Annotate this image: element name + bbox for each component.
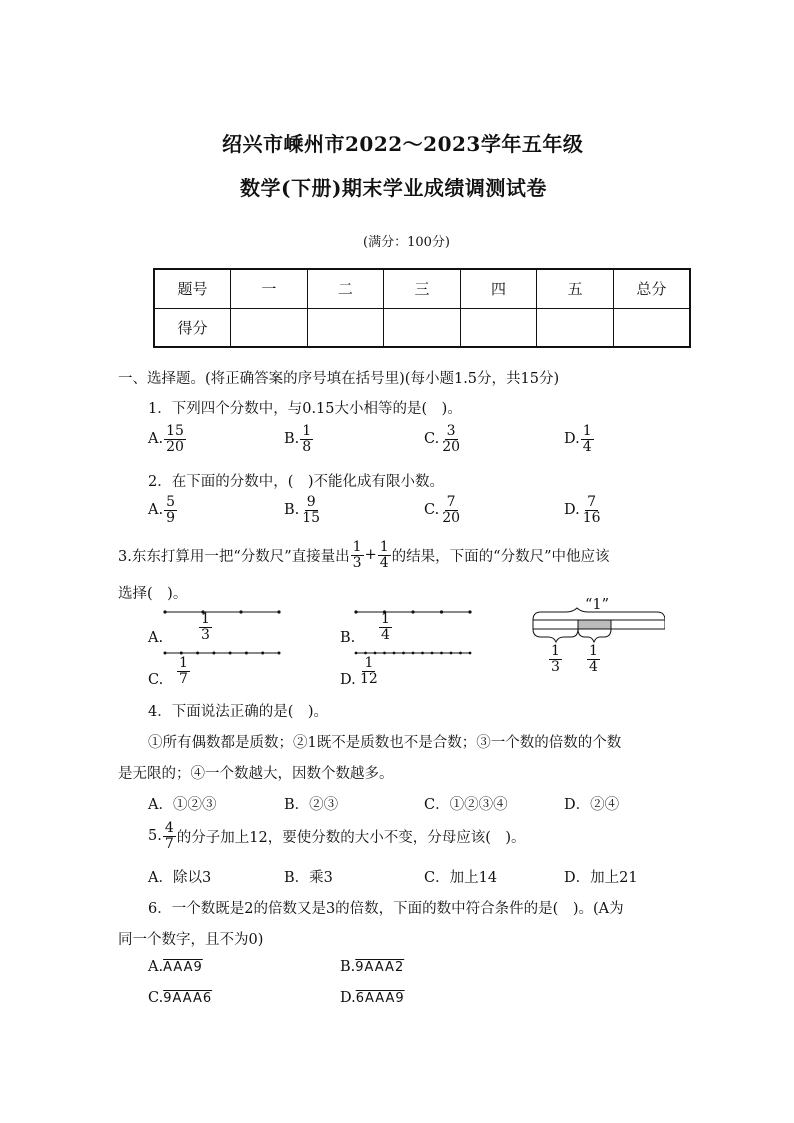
page-title-line1: 绍兴市嵊州市2022～2023学年五年级 [222, 132, 584, 156]
option-label: A. [148, 431, 164, 448]
question-number: 5. [148, 828, 162, 845]
q5-stem-text: 的分子加上12，要使分数的大小不变，分母应该( )。 [176, 829, 526, 846]
fraction [440, 495, 462, 525]
score-table [153, 268, 691, 348]
overlined-number: AAA9 [163, 960, 203, 975]
question-2-stem: 2．在下面的分数中，( )不能化成有限小数。 [148, 474, 445, 490]
overlined-number: 9AAA2 [355, 960, 405, 975]
option-label: A. [148, 502, 164, 519]
numerator: 3 [446, 423, 456, 439]
score-input-cell[interactable] [460, 308, 537, 347]
q2-option-a[interactable] [148, 495, 178, 525]
fraction-strip-diagram [533, 608, 665, 642]
ruler-c-label [176, 656, 191, 686]
option-label: A. [148, 630, 164, 646]
q2-option-b[interactable] [284, 495, 323, 525]
score-header-cell: 五 [537, 269, 614, 308]
score-input-cell[interactable] [307, 308, 384, 347]
denominator: 3 [201, 626, 210, 643]
option-label: B. [340, 630, 356, 646]
q1-option-a[interactable] [148, 424, 187, 454]
fraction [300, 495, 322, 525]
score-header-cell: 四 [460, 269, 537, 308]
numerator: 15 [166, 423, 184, 439]
score-input-cell[interactable] [613, 308, 690, 347]
q3-stem-b: 的结果，下面的“分数尺”中他应该 [391, 548, 610, 565]
q5-option-d[interactable]: D．加上21 [564, 870, 638, 886]
denominator: 3 [352, 554, 362, 571]
score-row-label: 得分 [154, 308, 231, 347]
numerator: 9 [306, 494, 316, 510]
strip-label-quarter [586, 644, 601, 674]
option-label: D. [340, 672, 356, 688]
denominator: 20 [442, 438, 461, 455]
denominator: 3 [551, 658, 560, 675]
numerator: 7 [587, 494, 597, 510]
q5-option-c[interactable]: C．加上14 [424, 870, 498, 886]
score-header-cell: 三 [384, 269, 461, 308]
denominator: 4 [582, 438, 592, 455]
q1-option-c[interactable] [424, 424, 463, 454]
q3-stem-a: 3.东东打算用一把“分数尺”直接量出 [118, 548, 350, 565]
question-6-line1: 6．一个数既是2的倍数又是3的倍数，下面的数中符合条件的是( )。(A为 [148, 901, 624, 917]
fraction [581, 424, 594, 454]
score-input-cell[interactable] [537, 308, 614, 347]
option-label: C. [424, 502, 440, 519]
full-score: (满分：100分) [363, 235, 450, 250]
numerator: 4 [164, 820, 174, 836]
numerator: 1 [379, 539, 389, 555]
score-header-cell: 题号 [154, 269, 231, 308]
denominator: 15 [302, 509, 321, 526]
score-input-cell[interactable] [231, 308, 308, 347]
option-label: D. [564, 431, 580, 448]
numerator: 1 [179, 655, 188, 671]
fraction [378, 540, 391, 570]
numerator: 5 [166, 494, 176, 510]
q3-option-b[interactable] [340, 630, 355, 646]
denominator: 8 [302, 438, 312, 455]
option-label: D. [340, 990, 356, 1006]
fraction [581, 495, 603, 525]
option-label: B. [284, 431, 300, 448]
score-header-cell: 二 [307, 269, 384, 308]
q3-option-c[interactable] [148, 672, 163, 688]
denominator: 7 [179, 670, 188, 687]
option-label: D. [564, 502, 580, 519]
question-5-stem [148, 821, 526, 851]
question-3-stem [118, 540, 610, 570]
ruler-d-label [357, 656, 381, 686]
ruler-a-label [198, 612, 213, 642]
option-label: B. [340, 959, 356, 975]
option-label: C. [424, 431, 440, 448]
fraction [164, 424, 186, 454]
q4-statement-line1: ①所有偶数都是质数；②1既不是质数也不是合数；③一个数的倍数的个数 [148, 735, 622, 751]
question-1-stem: 1．下列四个分数中，与0.15大小相等的是( )。 [148, 401, 462, 417]
q3-option-a[interactable] [148, 630, 163, 646]
plus-sign: + [364, 547, 377, 564]
q1-option-d[interactable] [564, 424, 595, 454]
denominator: 20 [442, 509, 461, 526]
q4-statement-line2: 是无限的；④一个数越大，因数个数越多。 [118, 766, 394, 782]
q2-option-d[interactable] [564, 495, 604, 525]
denominator: 7 [164, 835, 174, 852]
numerator: 1 [364, 655, 374, 671]
q3-stem-c: 选择( )。 [118, 586, 188, 602]
denominator: 16 [582, 509, 601, 526]
question-4-stem: 4．下面说法正确的是( )。 [148, 704, 329, 720]
q6-option-a[interactable] [148, 959, 203, 975]
option-label: C. [148, 672, 164, 688]
numerator: 1 [201, 611, 210, 627]
strip-label-third [548, 644, 563, 674]
option-label: B. [284, 502, 300, 519]
option-label: C. [148, 990, 164, 1006]
numerator: 1 [302, 423, 312, 439]
denominator: 20 [166, 438, 184, 455]
ruler-b-label [378, 612, 393, 642]
numerator: 1 [381, 611, 390, 627]
q4-option-c[interactable]: C．①②③④ [424, 797, 508, 813]
numerator: 1 [589, 643, 598, 659]
overlined-number: 6AAA9 [355, 991, 405, 1006]
numerator: 1 [352, 539, 362, 555]
page-title-line2: 数学(下册)期末学业成绩调测试卷 [240, 176, 547, 200]
fraction [163, 821, 176, 851]
fraction [199, 612, 212, 642]
q6-option-b[interactable] [340, 959, 404, 975]
fraction [549, 644, 562, 674]
denominator: 4 [589, 658, 598, 675]
option-label: A. [148, 959, 164, 975]
fraction [164, 495, 177, 525]
fraction [351, 540, 364, 570]
q6-option-d[interactable] [340, 990, 405, 1006]
strip-whole-label: “1” [585, 597, 610, 613]
q4-option-b[interactable]: B．②③ [284, 797, 339, 813]
q2-option-c[interactable] [424, 495, 463, 525]
score-header-cell: 总分 [613, 269, 690, 308]
denominator: 4 [381, 626, 390, 643]
overlined-number: 9AAA6 [163, 991, 213, 1006]
q6-option-c[interactable] [148, 990, 212, 1006]
q5-option-b[interactable]: B．乘3 [284, 870, 333, 886]
question-6-line2: 同一个数字，且不为0) [118, 932, 264, 948]
fraction [177, 656, 190, 686]
fraction [379, 612, 392, 642]
fraction [587, 644, 600, 674]
denominator: 12 [360, 670, 378, 687]
fraction [358, 656, 380, 686]
q3-option-d[interactable] [340, 672, 356, 688]
q4-option-a[interactable]: A．①②③ [148, 797, 217, 813]
q4-option-d[interactable]: D．②④ [564, 797, 620, 813]
denominator: 4 [379, 554, 389, 571]
score-input-cell[interactable] [384, 308, 461, 347]
fraction [440, 424, 462, 454]
numerator: 1 [582, 423, 592, 439]
section-heading: 一、选择题。(将正确答案的序号填在括号里)(每小题1.5分，共15分) [118, 371, 560, 387]
denominator: 9 [166, 509, 176, 526]
q1-option-b[interactable] [284, 424, 314, 454]
score-header-cell: 一 [231, 269, 308, 308]
numerator: 1 [551, 643, 560, 659]
fraction [300, 424, 313, 454]
numerator: 7 [446, 494, 456, 510]
q5-option-a[interactable]: A．除以3 [148, 870, 212, 886]
